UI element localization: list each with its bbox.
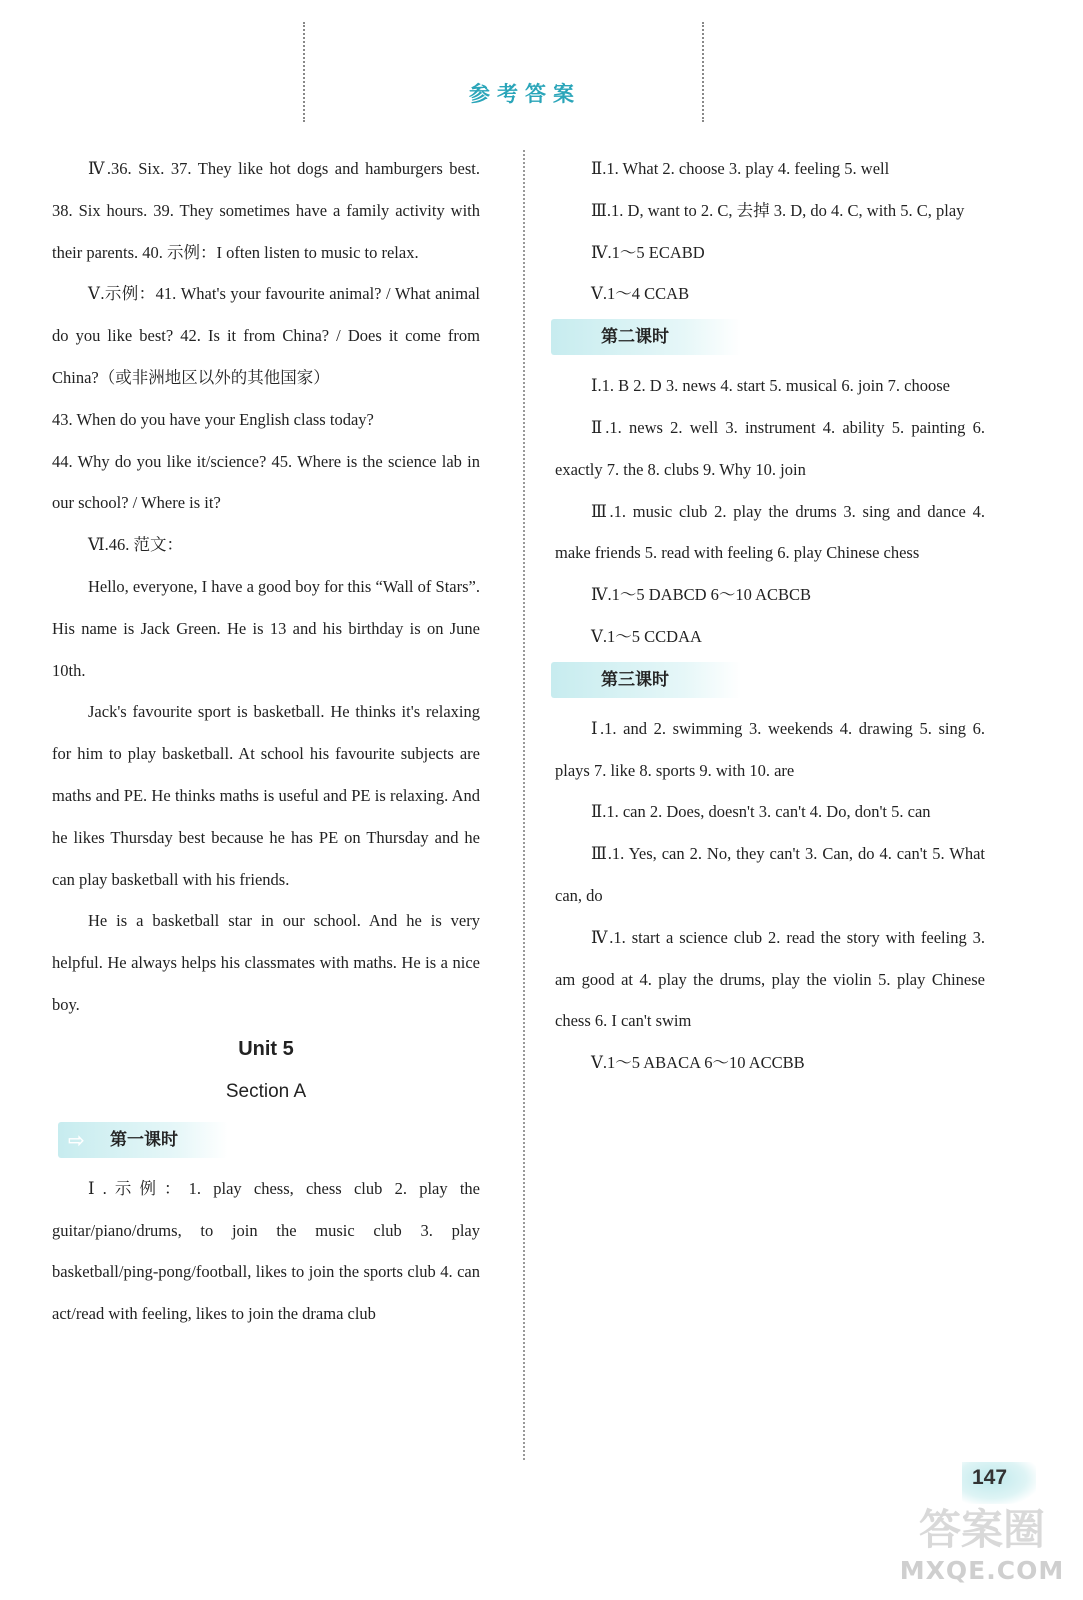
answer-block: Ⅱ.1. news 2. well 3. instrument 4. ability 5. painting 6. exactly 7. the 8. clubs 9. Why 10. join (555, 417, 985, 479)
column-divider (523, 150, 525, 1460)
section-title: Section A (225, 1080, 307, 1102)
answer-block: Ⅰ.1. and 2. swimming 3. weekends 4. drawing 5. sing 6. plays 7. like 8. sports 9. with 10. are (555, 718, 985, 780)
right-column (555, 148, 985, 1084)
lesson-banner-1 (58, 1122, 228, 1158)
lesson-title: 第一课时 (110, 1129, 178, 1150)
lesson-banner-3 (551, 662, 741, 698)
answer-block: Ⅲ.1. Yes, can 2. No, they can't 3. Can, do 4. can't 5. What can, do (555, 844, 985, 905)
essay-paragraph: Jack's favourite sport is basketball. He thinks it's relaxing for him to play basketball. At school his favourite subjects are maths and PE. He thinks maths is useful and PE is relaxing. And he likes Thursday best because he has PE on Thursday and he can play basketball with his friends. (52, 702, 480, 889)
watermark-logo: 答案圈 (918, 1505, 1045, 1554)
answer-block: Ⅲ.1. D, want to 2. C, 去掉 3. D, do 4. C, with 5. C, play (591, 200, 965, 220)
header-divider-right (702, 22, 704, 122)
answer-block: Ⅳ.36. Six. 37. They like hot dogs and hamburgers best. 38. Six hours. 39. They sometimes have a family activity with their parents. 40. 示例：I often listen to music to relax. (52, 159, 480, 262)
essay-paragraph: Hello, everyone, I have a good boy for this “Wall of Stars”. His name is Jack Green. He is 13 and his birthday is on June 10th. (52, 576, 480, 680)
unit-title: Unit 5 (238, 1037, 294, 1060)
answer-block: 43. When do you have your English class today? (52, 409, 374, 429)
lesson-banner-2 (551, 319, 741, 355)
watermark (887, 1504, 1077, 1596)
watermark-url: MXQE.COM (899, 1556, 1065, 1585)
arrow-icon: ⇨ (68, 1127, 85, 1152)
essay-paragraph: He is a basketball star in our school. And he is very helpful. He always helps his classmates with maths. He is a nice boy. (52, 911, 480, 1014)
answer-block: Ⅴ.示例：41. What's your favourite animal? / What animal do you like best? 42. Is it from China? / Does it come from China?（或非洲地区以外的其他国家） (52, 284, 480, 387)
answer-block: Ⅳ.1～5 DABCD 6～10 ACBCB (591, 585, 812, 605)
answer-block: Ⅳ.1. start a science club 2. read the story with feeling 3. am good at 4. play the drums, play the violin 5. play Chinese chess 6. I can't swim (555, 927, 985, 1031)
answer-block: Ⅴ.1～5 CCDAA (591, 626, 702, 646)
left-column (52, 148, 480, 1335)
answer-block: Ⅰ.1. B 2. D 3. news 4. start 5. musical 6. join 7. choose (591, 376, 950, 396)
answer-block: Ⅱ.1. What 2. choose 3. play 4. feeling 5. well (591, 159, 890, 178)
answer-block: Ⅴ.1～5 ABACA 6～10 ACCBB (591, 1053, 805, 1073)
answer-block: Ⅱ.1. can 2. Does, doesn't 3. can't 4. Do, don't 5. can (591, 802, 931, 822)
page-header-title: 参考答案 (469, 82, 581, 106)
answer-block: Ⅲ.1. music club 2. play the drums 3. sing and dance 4. make friends 5. read with feeling 6. play Chinese chess (555, 501, 985, 563)
lesson-title: 第三课时 (601, 669, 669, 690)
answer-block: Ⅳ.1～5 ECABD (591, 242, 705, 262)
header-divider-left (303, 22, 305, 122)
answer-block: Ⅴ.1～4 CCAB (591, 284, 690, 304)
answer-block: 44. Why do you like it/science? 45. Where is the science lab in our school? / Where is it? (52, 451, 480, 513)
lesson-title: 第二课时 (601, 327, 669, 348)
answer-block: Ⅵ.46. 范文： (88, 535, 183, 555)
page-number: 147 (962, 1462, 1036, 1504)
answer-block: Ⅰ.示例：1. play chess, chess club 2. play the guitar/piano/drums, to join the music club 3. play basketball/ping-pong/football, likes to join the sports club 4. can act/read with feeling, likes to join the drama club (52, 1178, 480, 1324)
